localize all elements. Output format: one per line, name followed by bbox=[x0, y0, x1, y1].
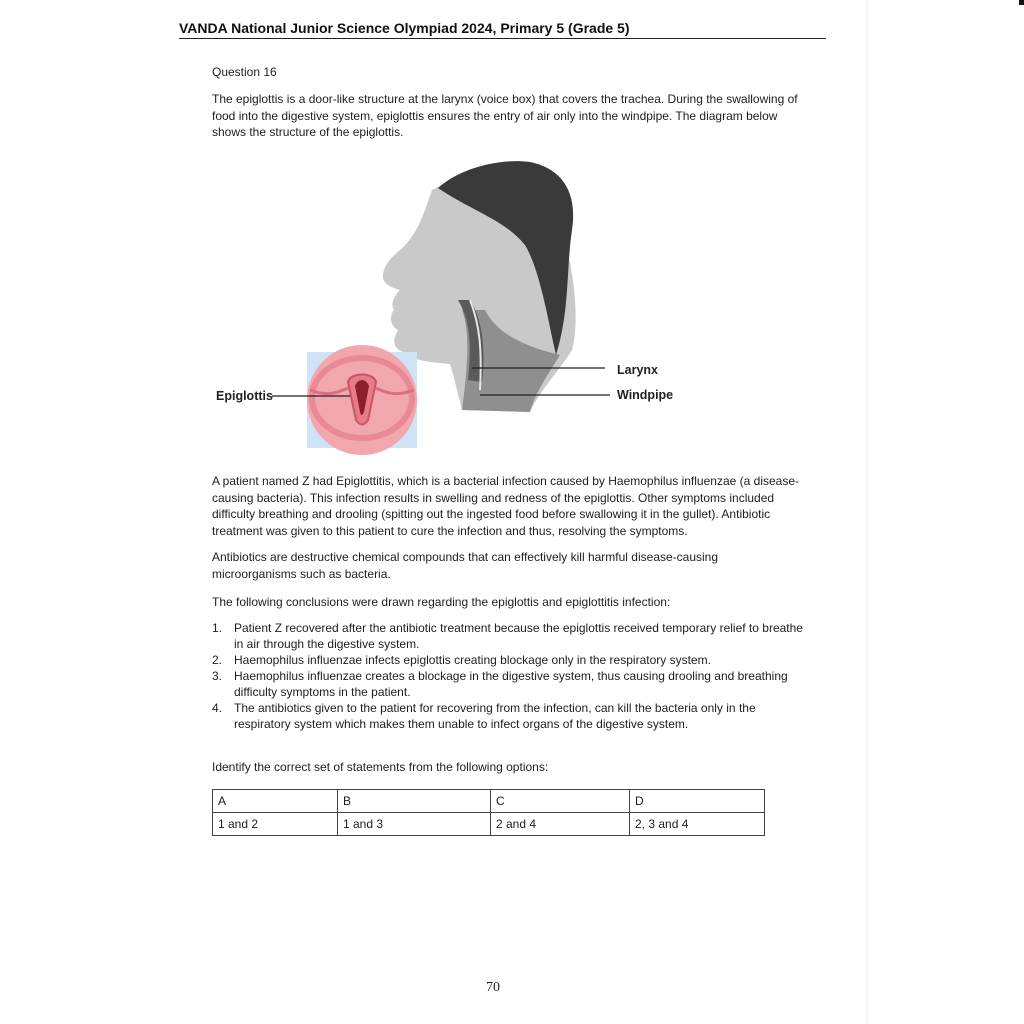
options-prompt: Identify the correct set of statements from the following options: bbox=[212, 760, 549, 774]
conclusion-number: 1. bbox=[212, 621, 223, 635]
option-answer-a[interactable]: 1 and 2 bbox=[213, 813, 338, 836]
intro-paragraph: The epiglottis is a door-like structure at the larynx (voice box) that covers the trachea. During the swallowing of food into the digestive system, epiglottis ensures the entry of air only into the windpipe. The diagram below shows the structure of the epiglottis. bbox=[212, 92, 798, 139]
antibiotics-paragraph: Antibiotics are destructive chemical compounds that can effectively kill harmful disease-causing microorganisms such as bacteria. bbox=[212, 550, 719, 581]
conclusion-text: Patient Z recovered after the antibiotic treatment because the epiglottis received temporary relief to breathe in air through the digestive system. bbox=[234, 621, 803, 651]
question-label: Question 16 bbox=[212, 65, 277, 79]
option-answer-d[interactable]: 2, 3 and 4 bbox=[630, 813, 765, 836]
conclusions-intro: The following conclusions were drawn regarding the epiglottis and epiglottitis infection: bbox=[212, 595, 671, 609]
option-answer-b[interactable]: 1 and 3 bbox=[338, 813, 491, 836]
option-answer-c[interactable]: 2 and 4 bbox=[491, 813, 630, 836]
conclusion-item bbox=[212, 668, 812, 700]
paper-edge bbox=[866, 0, 869, 1024]
options-answer-row bbox=[213, 813, 765, 836]
label-larynx: Larynx bbox=[617, 363, 658, 377]
conclusion-item bbox=[212, 620, 812, 652]
options-table bbox=[212, 789, 765, 836]
conclusion-text: The antibiotics given to the patient for recovering from the infection, can kill the bacteria only in the respiratory system which makes them unable to infect organs of the digestive system. bbox=[234, 701, 756, 731]
option-letter-a[interactable]: A bbox=[213, 790, 338, 813]
conclusion-number: 4. bbox=[212, 701, 223, 715]
conclusion-item bbox=[212, 700, 812, 732]
case-paragraph: A patient named Z had Epiglottitis, which is a bacterial infection caused by Haemophilus influenzae (a disease-causing bacteria). This infection results in swelling and redness of the epiglottis. Other symptoms included difficulty breathing and drooling (spitting out the ingested food before swallowing it in the gullet). Antibiotic treatment was given to this patient to cure the infection and thus, resolving the symptoms. bbox=[212, 474, 799, 538]
conclusion-text: Haemophilus influenzae infects epiglottis creating blockage only in the respiratory system. bbox=[234, 653, 711, 667]
conclusion-number: 3. bbox=[212, 669, 223, 683]
label-epiglottis: Epiglottis bbox=[216, 389, 273, 403]
epiglottis-diagram bbox=[200, 150, 700, 460]
conclusion-text: Haemophilus influenzae creates a blockage in the digestive system, thus causing drooling and breathing difficulty symptoms in the patient. bbox=[234, 669, 788, 699]
conclusion-item bbox=[212, 652, 812, 668]
option-letter-c[interactable]: C bbox=[491, 790, 630, 813]
option-letter-b[interactable]: B bbox=[338, 790, 491, 813]
label-windpipe: Windpipe bbox=[617, 388, 674, 402]
option-letter-d[interactable]: D bbox=[630, 790, 765, 813]
scan-corner-mark bbox=[1019, 0, 1024, 5]
page-header: VANDA National Junior Science Olympiad 2024, Primary 5 (Grade 5) bbox=[179, 20, 826, 39]
conclusion-number: 2. bbox=[212, 653, 223, 667]
options-letter-row bbox=[213, 790, 765, 813]
conclusions-list bbox=[212, 620, 812, 732]
page-number: 70 bbox=[486, 980, 500, 995]
